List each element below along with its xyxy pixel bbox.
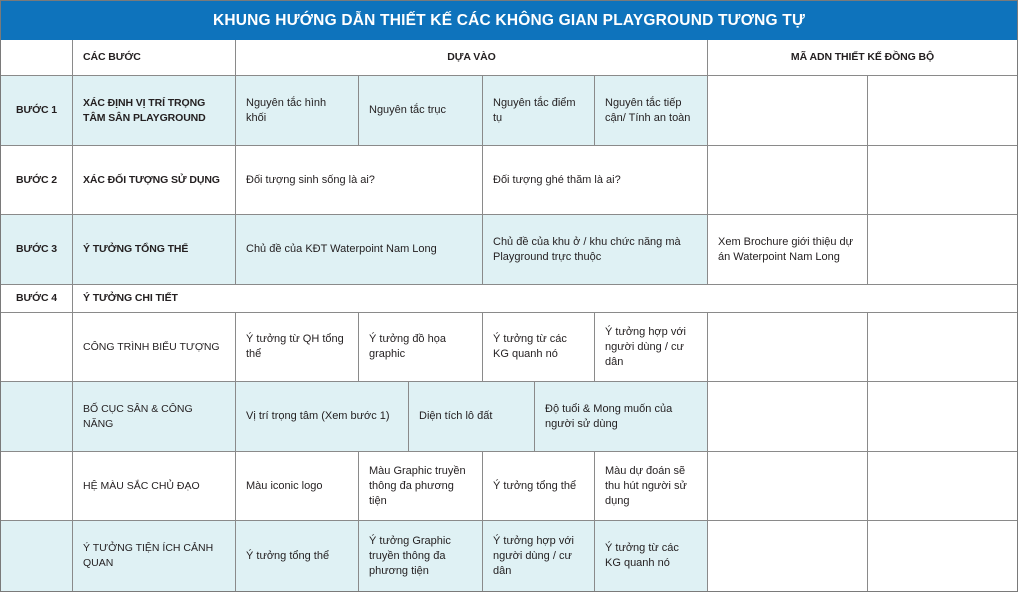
sub2-dna-2	[868, 382, 1017, 452]
header-steps: CÁC BƯỚC	[73, 40, 236, 76]
sub4-cell-2: Ý tưởng Graphic truyền thông đa phương tiện	[359, 521, 483, 591]
sub3-cell-4: Màu dự đoán sẽ thu hút người sử dụng	[595, 452, 708, 521]
sub2-blank	[1, 382, 73, 452]
step3-label: BƯỚC 3	[1, 215, 73, 285]
step1-label: BƯỚC 1	[1, 76, 73, 146]
sub3-blank	[1, 452, 73, 521]
sub2-dna-1	[708, 382, 868, 452]
sub4-name: Ý TƯỞNG TIỆN ÍCH CẢNH QUAN	[73, 521, 236, 591]
step3-cell-1: Chủ đề của KĐT Waterpoint Nam Long	[236, 215, 483, 285]
table-title: KHUNG HƯỚNG DẪN THIẾT KẾ CÁC KHÔNG GIAN PLAYGROUND TƯƠNG TỰ	[1, 1, 1017, 40]
sub2-name: BỐ CỤC SÂN & CÔNG NĂNG	[73, 382, 236, 452]
step2-dna-2	[868, 146, 1017, 215]
sub1-dna-1	[708, 313, 868, 382]
step2-name: XÁC ĐỐI TƯỢNG SỬ DỤNG	[73, 146, 236, 215]
step3-name: Ý TƯỞNG TỔNG THỂ	[73, 215, 236, 285]
sub3-cell-3: Ý tưởng tổng thể	[483, 452, 595, 521]
step1-dna-2	[868, 76, 1017, 146]
sub4-cell-3: Ý tưởng hợp với người dùng / cư dân	[483, 521, 595, 591]
sub3-name: HỆ MÀU SẮC CHỦ ĐẠO	[73, 452, 236, 521]
step2-label: BƯỚC 2	[1, 146, 73, 215]
step1-cell-4: Nguyên tắc tiếp cận/ Tính an toàn	[595, 76, 708, 146]
step4-label: BƯỚC 4	[1, 285, 73, 313]
sub2-cell-2: Diện tích lô đất	[409, 382, 535, 452]
sub2-cell-3: Độ tuổi & Mong muốn của người sử dùng	[535, 382, 708, 452]
header-blank-cell	[1, 40, 73, 76]
step2-dna-1	[708, 146, 868, 215]
sub4-cell-4: Ý tưởng từ các KG quanh nó	[595, 521, 708, 591]
sub1-cell-1: Ý tưởng từ QH tổng thể	[236, 313, 359, 382]
step1-name: XÁC ĐỊNH VỊ TRÍ TRỌNG TÂM SÂN PLAYGROUND	[73, 76, 236, 146]
sub1-cell-2: Ý tưởng đồ họa graphic	[359, 313, 483, 382]
sub3-cell-1: Màu iconic logo	[236, 452, 359, 521]
step3-dna-2	[868, 215, 1017, 285]
sub4-cell-1: Ý tưởng tổng thể	[236, 521, 359, 591]
sub2-cell-1: Vị trí trọng tâm (Xem bước 1)	[236, 382, 409, 452]
sub1-dna-2	[868, 313, 1017, 382]
step2-cell-2: Đối tượng ghé thăm là ai?	[483, 146, 708, 215]
sub3-cell-2: Màu Graphic truyền thông đa phương tiện	[359, 452, 483, 521]
sub1-blank	[1, 313, 73, 382]
step3-dna-1: Xem Brochure giới thiệu dự án Waterpoint Nam Long	[708, 215, 868, 285]
header-based-on: DỰA VÀO	[236, 40, 708, 76]
sub4-dna-1	[708, 521, 868, 591]
step4-name: Ý TƯỞNG CHI TIẾT	[73, 285, 1017, 313]
sub1-name: CÔNG TRÌNH BIỂU TƯỢNG	[73, 313, 236, 382]
sub3-dna-1	[708, 452, 868, 521]
sub1-cell-4: Ý tưởng hợp với người dùng / cư dân	[595, 313, 708, 382]
sub3-dna-2	[868, 452, 1017, 521]
sub1-cell-3: Ý tưởng từ các KG quanh nó	[483, 313, 595, 382]
step1-cell-3: Nguyên tắc điểm tụ	[483, 76, 595, 146]
sub4-blank	[1, 521, 73, 591]
header-dna: MÃ ADN THIẾT KẾ ĐỒNG BỘ	[708, 40, 1017, 76]
step1-dna-1	[708, 76, 868, 146]
step3-cell-2: Chủ đề của khu ở / khu chức năng mà Playground trực thuộc	[483, 215, 708, 285]
sub4-dna-2	[868, 521, 1017, 591]
step1-cell-1: Nguyên tắc hình khối	[236, 76, 359, 146]
step2-cell-1: Đối tượng sinh sống là ai?	[236, 146, 483, 215]
step1-cell-2: Nguyên tắc trục	[359, 76, 483, 146]
